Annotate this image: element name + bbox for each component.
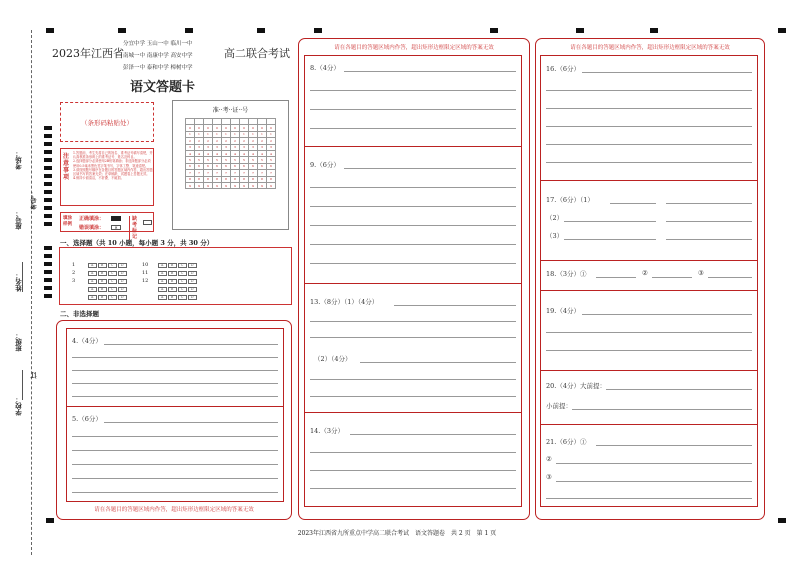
class-label: 班级：	[15, 332, 23, 352]
fill-wrong-label: 错误填涂：	[79, 225, 105, 231]
mc-option-b[interactable]: B	[168, 263, 177, 268]
q18-part2-label: ②	[642, 269, 648, 277]
card-title: 语文答题卡	[130, 80, 196, 95]
q-divider	[304, 146, 522, 147]
timing-mark	[314, 28, 322, 33]
answer-line[interactable]	[360, 362, 516, 363]
mc-row	[142, 278, 198, 284]
mc-option-d[interactable]: D	[188, 263, 197, 268]
mc-option-c[interactable]: C	[108, 263, 117, 268]
mc-row	[142, 270, 198, 276]
exam-number-label: 准··考··证··号	[212, 107, 249, 114]
answer-line[interactable]	[310, 263, 516, 264]
answer-line[interactable]	[310, 244, 516, 245]
mc-option-d[interactable]: D	[118, 287, 127, 292]
answer-line[interactable]	[546, 350, 752, 351]
id-label: 考号：	[30, 190, 38, 210]
answer-line[interactable]	[546, 144, 752, 145]
mc-row	[72, 278, 128, 284]
mc-option-a[interactable]: A	[88, 287, 97, 292]
answer-line[interactable]	[582, 72, 752, 73]
q21-part3-label: ③	[546, 473, 552, 481]
absent-mark-box[interactable]	[143, 220, 152, 225]
mc-option-b[interactable]: B	[98, 295, 107, 300]
timing-mark	[44, 262, 52, 266]
timing-mark	[44, 254, 52, 258]
mc-row	[142, 294, 198, 300]
timing-mark	[44, 278, 52, 282]
mc-option-d[interactable]: D	[188, 287, 197, 292]
mc-option-b[interactable]: B	[168, 295, 177, 300]
mc-option-d[interactable]: D	[118, 295, 127, 300]
answer-line[interactable]	[310, 396, 516, 397]
fill-wrong-sample: ✕	[111, 225, 121, 230]
notice-item: 4.保持卡面清洁，不折叠、不破损。	[73, 176, 124, 181]
q17-label: 17.（6分）（1）	[546, 196, 594, 204]
timing-mark	[650, 28, 658, 33]
answer-line[interactable]	[72, 396, 278, 397]
answer-line[interactable]	[310, 90, 516, 91]
timing-mark	[44, 270, 52, 274]
name-label: 姓名：	[15, 272, 23, 292]
mc-option-d[interactable]: D	[188, 279, 197, 284]
mc-option-a[interactable]: A	[88, 295, 97, 300]
timing-mark	[576, 28, 584, 33]
q-divider	[540, 290, 758, 291]
timing-mark	[44, 286, 52, 290]
mc-option-a[interactable]: A	[158, 271, 167, 276]
mc-row	[142, 286, 198, 292]
timing-mark	[46, 28, 54, 33]
panel-warning: 请在各题目的答题区域内作答，超出矩形边框限定区域的答案无效	[334, 45, 494, 51]
answer-line[interactable]	[652, 277, 692, 278]
notice-item: 1.答题前，考生先将自己的姓名、准考证号填写清楚，并认真核准条形码上的准考证号、姓名及科目。	[73, 151, 153, 160]
mc-option-c[interactable]: C	[178, 279, 187, 284]
timing-mark	[44, 142, 52, 146]
notice-item: 2.选择题部分必须使用2B铅笔填涂；非选择题部分必须使用0.5毫米黑色签字笔书写，字体工整、笔迹清楚。	[73, 159, 151, 168]
school-line: 彭泽一中 泰和中学 樟树中学	[123, 65, 193, 71]
q13-part1-label: 13.（8分）（1）（4分）	[310, 298, 379, 306]
q-divider	[304, 412, 522, 413]
answer-line[interactable]	[310, 470, 516, 471]
fill-example-heading: 填涂样例	[63, 216, 72, 227]
answer-line[interactable]	[104, 422, 278, 423]
mc-row	[72, 262, 128, 268]
answer-line[interactable]	[556, 463, 752, 464]
q4-label: 4.（4分）	[72, 337, 102, 345]
mc-option-d[interactable]: D	[118, 263, 127, 268]
section-2-title: 二、非选择题	[60, 310, 99, 318]
answer-line[interactable]	[72, 464, 278, 465]
timing-mark	[44, 190, 52, 194]
mc-option-a[interactable]: A	[88, 271, 97, 276]
answer-line[interactable]	[666, 221, 752, 222]
q19-label: 19.（4分）	[546, 307, 580, 315]
answer-line[interactable]	[310, 321, 516, 322]
timing-mark	[490, 28, 498, 33]
mc-option-c[interactable]: C	[178, 263, 187, 268]
timing-mark	[46, 518, 54, 523]
exam-title: 高二联合考试	[224, 47, 290, 60]
q14-label: 14.（3分）	[310, 427, 344, 435]
mc-number: 12	[142, 278, 149, 284]
q8-label: 8.（4分）	[310, 64, 340, 72]
q17-part2-label: （2）	[546, 214, 564, 222]
answer-line[interactable]	[310, 128, 516, 129]
q-divider	[540, 424, 758, 425]
mc-option-b[interactable]: B	[98, 263, 107, 268]
mc-option-b[interactable]: B	[98, 271, 107, 276]
q17-part3-label: （3）	[546, 232, 564, 240]
mc-option-a[interactable]: A	[158, 287, 167, 292]
q21-label: 21.（6分）①	[546, 438, 587, 446]
answer-line[interactable]	[310, 206, 516, 207]
answer-line[interactable]	[666, 203, 752, 204]
answer-line[interactable]	[310, 379, 516, 380]
answer-line[interactable]	[310, 109, 516, 110]
q-divider	[66, 406, 284, 407]
page-footer: 2023年江西省九所重点中学高二联合考试 语文答题卷 共 2 页 第 1 页	[297, 530, 497, 537]
q-divider	[540, 370, 758, 371]
fill-correct-label: 正确填涂：	[79, 216, 105, 222]
mc-option-b[interactable]: B	[168, 287, 177, 292]
answer-line[interactable]	[310, 187, 516, 188]
absent-mark-label: 缺考标记	[129, 216, 141, 240]
mc-option-b[interactable]: B	[168, 279, 177, 284]
q21-part2-label: ②	[546, 455, 552, 463]
notice-list	[73, 151, 153, 180]
mc-option-d[interactable]: D	[118, 279, 127, 284]
timing-mark	[44, 222, 52, 226]
exam-year-province: 2023年江西省	[52, 47, 124, 60]
notice-heading: 注意事项	[63, 153, 70, 181]
mc-option-c[interactable]: C	[108, 287, 117, 292]
mc-option-c[interactable]: C	[178, 287, 187, 292]
timing-mark	[44, 134, 52, 138]
answer-line[interactable]	[72, 357, 278, 358]
answer-line[interactable]	[72, 383, 278, 384]
answer-line[interactable]	[610, 203, 656, 204]
answer-line[interactable]	[546, 108, 752, 109]
binding-line	[31, 30, 32, 555]
answer-line[interactable]	[556, 481, 752, 482]
fill-correct-sample	[111, 216, 121, 221]
mc-row	[142, 262, 198, 268]
q18-part3-label: ③	[698, 269, 704, 277]
notice-item: 3.请按照题号顺序在各题目的答题区域内作答，超出答题区域书写的答案无效；在草稿纸、试题卷上答题无效。	[73, 167, 153, 177]
q18-label: 18.（3分）①	[546, 270, 587, 278]
timing-mark	[185, 28, 193, 33]
answer-line[interactable]	[344, 168, 516, 169]
timing-mark	[44, 166, 52, 170]
school-line: 南城一中 南康中学 高安中学	[123, 53, 193, 59]
seat-label: 座号：	[15, 210, 23, 230]
mc-option-b[interactable]: B	[168, 271, 177, 276]
timing-mark	[44, 294, 52, 298]
answer-line[interactable]	[72, 436, 278, 437]
timing-mark	[44, 174, 52, 178]
answer-line[interactable]	[344, 71, 516, 72]
mc-option-b[interactable]: B	[98, 287, 107, 292]
mc-option-a[interactable]: A	[88, 263, 97, 268]
answer-line[interactable]	[596, 277, 636, 278]
timing-mark	[44, 126, 52, 130]
mc-option-d[interactable]: D	[188, 271, 197, 276]
answer-line[interactable]	[582, 314, 752, 315]
cut-label: 订	[30, 372, 38, 379]
answer-line[interactable]	[350, 434, 516, 435]
mc-number: 11	[142, 270, 149, 276]
answer-line[interactable]	[708, 277, 752, 278]
answer-line[interactable]	[564, 221, 656, 222]
timing-mark	[44, 206, 52, 210]
q20-label: 20.（4分）大前提：	[546, 382, 606, 390]
mc-row	[72, 270, 128, 276]
school-line: 分宜中学 玉山一中 临川一中	[123, 41, 193, 47]
answer-line[interactable]	[310, 452, 516, 453]
q20-part2-label: 小前提：	[546, 402, 572, 410]
q9-label: 9.（6分）	[310, 161, 340, 169]
timing-mark	[44, 182, 52, 186]
answer-line[interactable]	[546, 162, 752, 163]
timing-mark	[44, 158, 52, 162]
mc-option-c[interactable]: C	[108, 271, 117, 276]
mc-number: 1	[72, 262, 76, 268]
answer-line[interactable]	[546, 90, 752, 91]
panel-warning: 请在各题目的答题区域内作答，超出矩形边框限定区域的答案无效	[94, 507, 254, 513]
answer-line[interactable]	[310, 225, 516, 226]
answer-line[interactable]	[72, 492, 278, 493]
mc-option-c[interactable]: C	[108, 279, 117, 284]
q13-part2-label: （2）（4分）	[314, 355, 352, 363]
mc-row	[72, 294, 128, 300]
q-divider	[540, 180, 758, 181]
mc-number: 2	[72, 270, 76, 276]
timing-mark	[778, 518, 786, 523]
mc-number: 10	[142, 262, 149, 268]
timing-mark	[778, 28, 786, 33]
q16-label: 16.（6分）	[546, 65, 580, 73]
exam-number-grid[interactable]: 0 0 0 0 0 0 0 0 0 0 1 1 1 1 1 1 1 1 1 1 2 2 2 2 2 2 2 2 2 2 3 3 3 3 3 3 3 3 3 3 4 4 4 4 4 4 4 4 4 4 5 5 5 5 5 5 5 5 5 5 6 6 6 6 6 6 6 6 6 6 7 7 7 7 7 7 7 7 7 7 8 8 8 8 8 8 8 8 8 8 9 9 9 9 9 9 9 9 9 9	[185, 118, 276, 189]
school-label: 学校：	[15, 396, 23, 416]
answer-line[interactable]	[310, 337, 516, 338]
q5-label: 5.（6分）	[72, 415, 102, 423]
panel-warning: 请在各题目的答题区域内作答，超出矩形边框限定区域的答案无效	[570, 45, 730, 51]
answer-line[interactable]	[72, 450, 278, 451]
answer-line[interactable]	[666, 239, 752, 240]
middle-frame	[304, 55, 522, 507]
mc-option-a[interactable]: A	[158, 263, 167, 268]
answer-line[interactable]	[564, 239, 656, 240]
mc-option-a[interactable]: A	[88, 279, 97, 284]
mc-option-a[interactable]: A	[158, 295, 167, 300]
answer-line[interactable]	[394, 305, 516, 306]
timing-mark	[44, 246, 52, 250]
answer-line[interactable]	[104, 344, 278, 345]
exam-room-label: 考场：	[15, 150, 23, 170]
mc-number: 3	[72, 278, 76, 284]
mc-option-a[interactable]: A	[158, 279, 167, 284]
mc-option-c[interactable]: C	[178, 271, 187, 276]
mc-box	[59, 247, 292, 305]
answer-line[interactable]	[310, 488, 516, 489]
name-field-line[interactable]	[22, 262, 23, 292]
notice-box	[60, 148, 154, 206]
mc-option-b[interactable]: B	[98, 279, 107, 284]
mc-row	[72, 286, 128, 292]
answer-line[interactable]	[572, 409, 752, 410]
timing-mark	[44, 198, 52, 202]
exam-number-box	[172, 100, 289, 230]
timing-mark	[118, 28, 126, 33]
timing-mark	[44, 150, 52, 154]
fill-example-box	[60, 212, 154, 240]
mc-option-d[interactable]: D	[118, 271, 127, 276]
answer-line[interactable]	[596, 445, 752, 446]
timing-mark	[44, 214, 52, 218]
q-divider	[304, 283, 522, 284]
answer-line[interactable]	[606, 389, 752, 390]
timing-mark	[257, 28, 265, 33]
section-1-title: 一、选择题（共 10 小题，每小题 3 分，共 30 分）	[60, 239, 214, 247]
mc-option-c[interactable]: C	[108, 295, 117, 300]
answer-line[interactable]	[72, 370, 278, 371]
school-list	[123, 38, 193, 74]
answer-line[interactable]	[546, 332, 752, 333]
answer-line[interactable]	[546, 498, 752, 499]
mc-option-d[interactable]: D	[188, 295, 197, 300]
answer-line[interactable]	[72, 478, 278, 479]
answer-line[interactable]	[546, 126, 752, 127]
q-divider	[540, 260, 758, 261]
school-field-line[interactable]	[22, 370, 23, 400]
mc-option-c[interactable]: C	[178, 295, 187, 300]
barcode-label: （条形码粘贴处）	[81, 119, 133, 127]
